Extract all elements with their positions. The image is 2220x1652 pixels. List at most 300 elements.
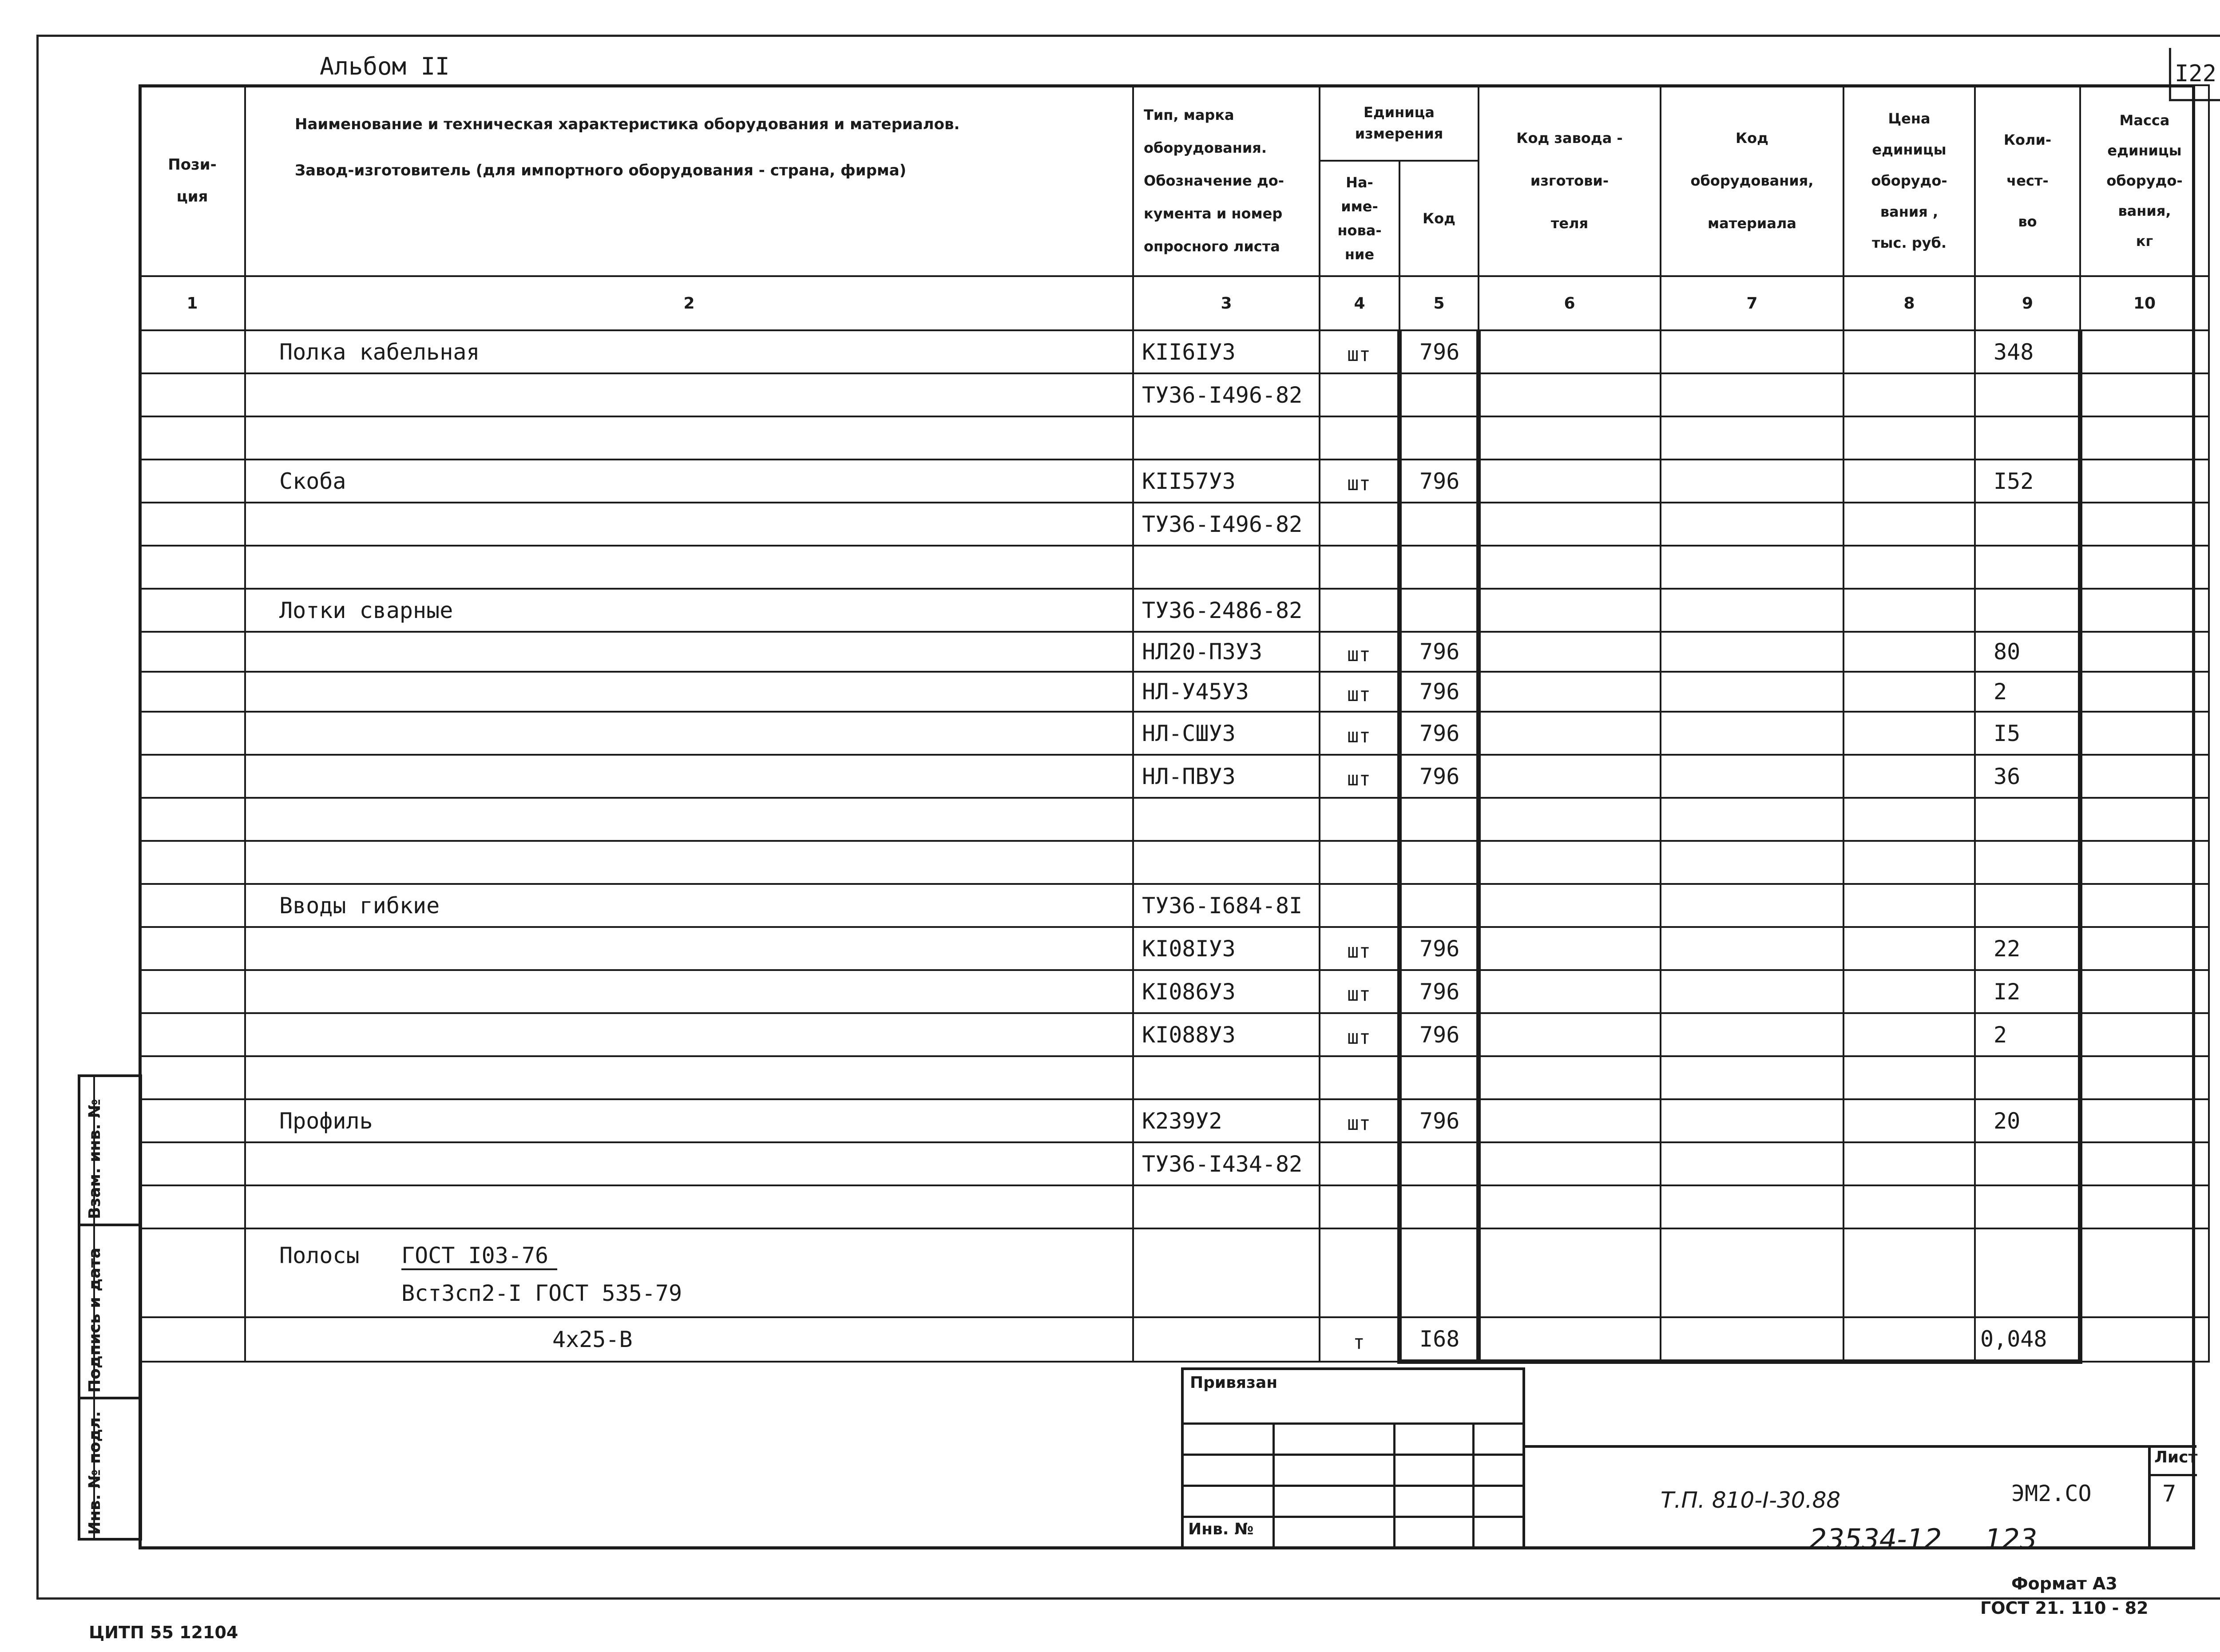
table-row [139,546,2209,589]
item-unit-code [1399,373,1479,416]
item-unit [1320,503,1399,546]
type-cell [1133,1317,1320,1362]
price-cell [1843,755,1975,798]
item-unit-code: 796 [1399,330,1479,373]
item-quantity [1975,798,2080,841]
stamp-line [1184,1516,1522,1518]
mass-cell [2080,970,2209,1013]
price-cell [1843,1228,1975,1317]
item-unit [1320,1185,1399,1228]
item-type [1133,798,1320,841]
header-material-code: Код оборудования, материала [1661,85,1843,276]
item-type: ТУ36-I496-82 [1133,373,1320,416]
position-cell [139,1013,245,1056]
stamp-line [1184,1485,1522,1487]
item-type: КI086У3 [1133,970,1320,1013]
material-code-cell [1661,1142,1843,1185]
binding-label: Привязан [1190,1374,1278,1392]
unit-code-cell [1399,1228,1479,1317]
item-unit-code [1399,884,1479,927]
strips-gost-main: ГОСТ I03-76 [401,1243,557,1270]
item-type: ТУ36-I496-82 [1133,503,1320,546]
material-code-cell [1661,589,1843,632]
item-type: НЛ20-П3У3 [1133,632,1320,672]
plant-code-cell [1479,632,1661,672]
plant-code-cell [1479,970,1661,1013]
table-row [139,416,2209,460]
item-quantity: 22 [1975,927,2080,970]
table-row [139,1142,2209,1185]
material-code-cell [1661,712,1843,755]
material-code-cell [1661,330,1843,373]
plant-code-cell [1479,1185,1661,1228]
item-type: КI08IУ3 [1133,927,1320,970]
plant-code-cell [1479,460,1661,503]
type-cell [1133,1228,1320,1317]
mass-cell [2080,1142,2209,1185]
mass-cell [2080,416,2209,460]
material-code-cell [1661,1228,1843,1317]
material-code-cell [1661,546,1843,589]
plant-code-cell [1479,589,1661,632]
header-quantity: Коли- чест- во [1975,85,2080,276]
sheet-label: Лист [2154,1448,2198,1466]
header-price: Цена единицы оборудо- вания , тыс. руб. [1843,85,1975,276]
position-cell [139,1185,245,1228]
price-cell [1843,1099,1975,1142]
table-row [139,970,2209,1013]
stamp-inv-label: Инв. № [1188,1520,1254,1538]
item-name [245,712,1133,755]
item-name [245,1013,1133,1056]
material-code-cell [1661,1056,1843,1099]
mass-cell [2080,330,2209,373]
price-cell [1843,1317,1975,1362]
item-type: ТУ36-I434-82 [1133,1142,1320,1185]
plant-code-cell [1479,1099,1661,1142]
sheet-number: 7 [2162,1481,2176,1507]
sidebar-column-divider [93,1074,115,1541]
mass-cell [2080,460,2209,503]
position-cell [139,1099,245,1142]
item-quantity: I5 [1975,712,2080,755]
mass-cell [2080,1056,2209,1099]
mass-cell [2080,1228,2209,1317]
item-name [245,632,1133,672]
header-mass: Масса единицы оборудо- вания, кг [2080,85,2209,276]
mass-cell [2080,1317,2209,1362]
table-row [139,884,2209,927]
price-cell [1843,1013,1975,1056]
item-unit [1320,1142,1399,1185]
mass-cell [2080,503,2209,546]
column-number: 2 [245,276,1133,330]
item-unit: шт [1320,632,1399,672]
item-quantity [1975,589,2080,632]
item-type: НЛ-У45У3 [1133,672,1320,712]
table-row [139,672,2209,712]
item-unit [1320,373,1399,416]
sidebar-original-inv: Инв. № подл. [86,1411,104,1535]
item-unit-code: 796 [1399,1013,1479,1056]
item-unit: шт [1320,330,1399,373]
table-row-strips-size [139,1317,2209,1362]
item-unit [1320,1056,1399,1099]
item-unit: шт [1320,755,1399,798]
item-quantity [1975,416,2080,460]
position-cell [139,416,245,460]
item-name: Скоба [245,460,1133,503]
item-quantity [1975,546,2080,589]
item-unit [1320,884,1399,927]
price-cell [1843,1056,1975,1099]
item-name [245,1142,1133,1185]
item-quantity: 348 [1975,330,2080,373]
material-code-cell [1661,970,1843,1013]
position-cell [139,927,245,970]
stamp-line [1184,1454,1522,1456]
item-type [1133,841,1320,884]
item-name [245,672,1133,712]
item-type [1133,1056,1320,1099]
stamp-vline [1472,1422,1475,1547]
column-number: 7 [1661,276,1843,330]
table-row [139,841,2209,884]
strips-name-cell [245,1228,1133,1317]
item-unit: шт [1320,712,1399,755]
strips-gost-sub: ВстЗсп2-I ГОСТ 535-79 [401,1280,682,1306]
position-cell [139,1228,245,1317]
position-cell [139,546,245,589]
stamp-line [1184,1422,1522,1425]
table-row-strips [139,1228,2209,1317]
table-row [139,373,2209,416]
price-cell [1843,1142,1975,1185]
item-quantity: 80 [1975,632,2080,672]
header-unit-name: На- име- нова- ние [1320,161,1399,276]
column-number: 6 [1479,276,1661,330]
position-cell [139,503,245,546]
strips-size: 4х25-В [245,1317,1133,1362]
header-unit-code: Код [1399,161,1479,276]
item-unit-code: 796 [1399,755,1479,798]
material-code-cell [1661,503,1843,546]
table-row [139,632,2209,672]
position-cell [139,884,245,927]
item-quantity [1975,1056,2080,1099]
price-cell [1843,503,1975,546]
price-cell [1843,927,1975,970]
column-number: 5 [1399,276,1479,330]
price-cell [1843,798,1975,841]
table-row [139,589,2209,632]
item-type [1133,1185,1320,1228]
item-unit: шт [1320,970,1399,1013]
item-unit-code [1399,1142,1479,1185]
sidebar-signature-date: Подпись и дата [86,1248,104,1393]
mass-cell [2080,373,2209,416]
table-row [139,1099,2209,1142]
position-cell [139,589,245,632]
item-name [245,1056,1133,1099]
plant-code-cell [1479,503,1661,546]
strips-label: Полосы [279,1243,360,1268]
item-quantity [1975,503,2080,546]
mass-cell [2080,632,2209,672]
price-cell [1843,330,1975,373]
item-quantity: 36 [1975,755,2080,798]
position-cell [139,330,245,373]
material-code-cell [1661,755,1843,798]
material-code-cell [1661,1185,1843,1228]
column-number: 3 [1133,276,1320,330]
mass-cell [2080,1185,2209,1228]
item-quantity: 2 [1975,1013,2080,1056]
item-unit-code [1399,546,1479,589]
item-unit [1320,589,1399,632]
column-number: 1 [139,276,245,330]
item-type: КII57У3 [1133,460,1320,503]
column-number: 8 [1843,276,1975,330]
mass-cell [2080,841,2209,884]
project-code: Т.П. 810-I-30.88 [1661,1487,1841,1513]
price-cell [1843,841,1975,884]
item-name: Вводы гибкие [245,884,1133,927]
plant-code-cell [1479,1056,1661,1099]
mass-cell [2080,589,2209,632]
item-name [245,798,1133,841]
item-quantity [1975,373,2080,416]
material-code-cell [1661,884,1843,927]
item-type: КI088У3 [1133,1013,1320,1056]
specification-table [139,84,2210,1364]
item-unit-code: 796 [1399,927,1479,970]
item-quantity [1975,1185,2080,1228]
position-cell [139,841,245,884]
table-row [139,927,2209,970]
item-type: НЛ-ПВУ3 [1133,755,1320,798]
position-cell [139,1317,245,1362]
position-cell [139,672,245,712]
item-quantity: I52 [1975,460,2080,503]
plant-code-cell [1479,927,1661,970]
title-block-line [1525,1445,2196,1448]
sheet-box-line [2148,1474,2197,1476]
item-name [245,373,1133,416]
quantity-cell [1975,1228,2080,1317]
item-name [245,755,1133,798]
plant-code-cell [1479,373,1661,416]
price-cell [1843,884,1975,927]
plant-code-cell [1479,1317,1661,1362]
header-name [245,85,1133,276]
item-unit-code: 796 [1399,672,1479,712]
material-code-cell [1661,798,1843,841]
mass-cell [2080,1013,2209,1056]
item-unit-code: 796 [1399,1099,1479,1142]
handwritten-number: 123 [1985,1523,2038,1555]
plant-code-cell [1479,798,1661,841]
price-cell [1843,712,1975,755]
position-cell [139,798,245,841]
price-cell [1843,970,1975,1013]
item-type [1133,416,1320,460]
plant-code-cell [1479,841,1661,884]
binding-stamp [1181,1367,1525,1549]
price-cell [1843,460,1975,503]
plant-code-cell [1479,416,1661,460]
table-row [139,1185,2209,1228]
item-quantity [1975,841,2080,884]
item-unit-code: 796 [1399,712,1479,755]
item-name [245,1185,1133,1228]
item-unit: шт [1320,1099,1399,1142]
item-type [1133,546,1320,589]
position-cell [139,970,245,1013]
plant-code-cell [1479,712,1661,755]
item-quantity [1975,884,2080,927]
item-type: ТУ36-2486-82 [1133,589,1320,632]
item-name [245,416,1133,460]
material-code-cell [1661,632,1843,672]
table-row [139,503,2209,546]
item-type: К239У2 [1133,1099,1320,1142]
album-title: Альбом II [320,52,450,80]
table-row [139,1056,2209,1099]
position-cell [139,1056,245,1099]
item-unit-code: 796 [1399,632,1479,672]
column-number: 9 [1975,276,2080,330]
material-code-cell [1661,416,1843,460]
item-unit [1320,841,1399,884]
material-code-cell [1661,841,1843,884]
item-unit-code: 796 [1399,460,1479,503]
position-cell [139,755,245,798]
material-code-cell [1661,373,1843,416]
position-cell [139,1142,245,1185]
sidebar-exchange-inv: Взам. инв. № [86,1099,104,1219]
mass-cell [2080,712,2209,755]
document-code: ЭМ2.СО [2011,1481,2092,1506]
item-unit-code [1399,589,1479,632]
mass-cell [2080,546,2209,589]
plant-code-cell [1479,755,1661,798]
header-position: Пози- ция [139,85,245,276]
item-unit: шт [1320,1013,1399,1056]
mass-cell [2080,884,2209,927]
table-row [139,330,2209,373]
material-code-cell [1661,1013,1843,1056]
mass-cell [2080,798,2209,841]
item-quantity: 20 [1975,1099,2080,1142]
mass-cell [2080,927,2209,970]
item-name [245,503,1133,546]
price-cell [1843,416,1975,460]
column-numbers-row [139,276,2209,330]
strips-unit: т [1320,1317,1399,1362]
item-unit [1320,798,1399,841]
header-type: Тип, марка оборудования. Обозначение до- кумента и номер опросного листа [1133,85,1320,276]
material-code-cell [1661,672,1843,712]
position-cell [139,460,245,503]
item-name [245,546,1133,589]
mass-cell [2080,1099,2209,1142]
item-unit: шт [1320,672,1399,712]
table-row [139,755,2209,798]
price-cell [1843,672,1975,712]
item-name [245,927,1133,970]
position-cell [139,373,245,416]
item-unit-code: 796 [1399,970,1479,1013]
table-row [139,1013,2209,1056]
position-cell [139,632,245,672]
header-name-line1: Наименование и техническая характеристика оборудования и материалов. [295,115,960,133]
price-cell [1843,546,1975,589]
header-plant-code: Код завода - изготови- теля [1479,85,1661,276]
mass-cell [2080,672,2209,712]
strips-unit-code: I68 [1399,1317,1479,1362]
stamp-vline [1273,1422,1275,1547]
mass-cell [2080,755,2209,798]
item-type: ТУ36-I684-8I [1133,884,1320,927]
column-number: 10 [2080,276,2209,330]
printer-code: ЦИТП 55 12104 [89,1623,238,1642]
plant-code-cell [1479,546,1661,589]
format-label: Формат А3 [2011,1574,2117,1593]
item-type: КII6IУ3 [1133,330,1320,373]
plant-code-cell [1479,884,1661,927]
item-unit-code [1399,503,1479,546]
plant-code-cell [1479,1228,1661,1317]
plant-code-cell [1479,1142,1661,1185]
position-cell [139,712,245,755]
strips-quantity: 0,048 [1975,1317,2080,1362]
item-unit: шт [1320,460,1399,503]
plant-code-cell [1479,330,1661,373]
sheet-box-divider [2148,1445,2151,1549]
price-cell [1843,632,1975,672]
price-cell [1843,373,1975,416]
item-unit-code [1399,1056,1479,1099]
item-name [245,841,1133,884]
item-unit [1320,546,1399,589]
handwritten-reference: 23534-12 [1809,1523,1942,1555]
item-name: Лотки сварные [245,589,1133,632]
item-unit [1320,416,1399,460]
item-quantity [1975,1142,2080,1185]
material-code-cell [1661,927,1843,970]
header-unit-group: Единица измерения [1320,85,1479,161]
item-unit-code [1399,798,1479,841]
item-unit-code [1399,1185,1479,1228]
column-number: 4 [1320,276,1399,330]
item-unit: шт [1320,927,1399,970]
table-row [139,712,2209,755]
item-unit-code [1399,416,1479,460]
page-number: I22 [2175,60,2216,87]
item-quantity: I2 [1975,970,2080,1013]
item-name [245,970,1133,1013]
material-code-cell [1661,1099,1843,1142]
item-name: Полка кабельная [245,330,1133,373]
price-cell [1843,1185,1975,1228]
item-unit-code [1399,841,1479,884]
material-code-cell [1661,1317,1843,1362]
item-quantity: 2 [1975,672,2080,712]
plant-code-cell [1479,1013,1661,1056]
table-row [139,798,2209,841]
stamp-vline [1393,1422,1395,1547]
